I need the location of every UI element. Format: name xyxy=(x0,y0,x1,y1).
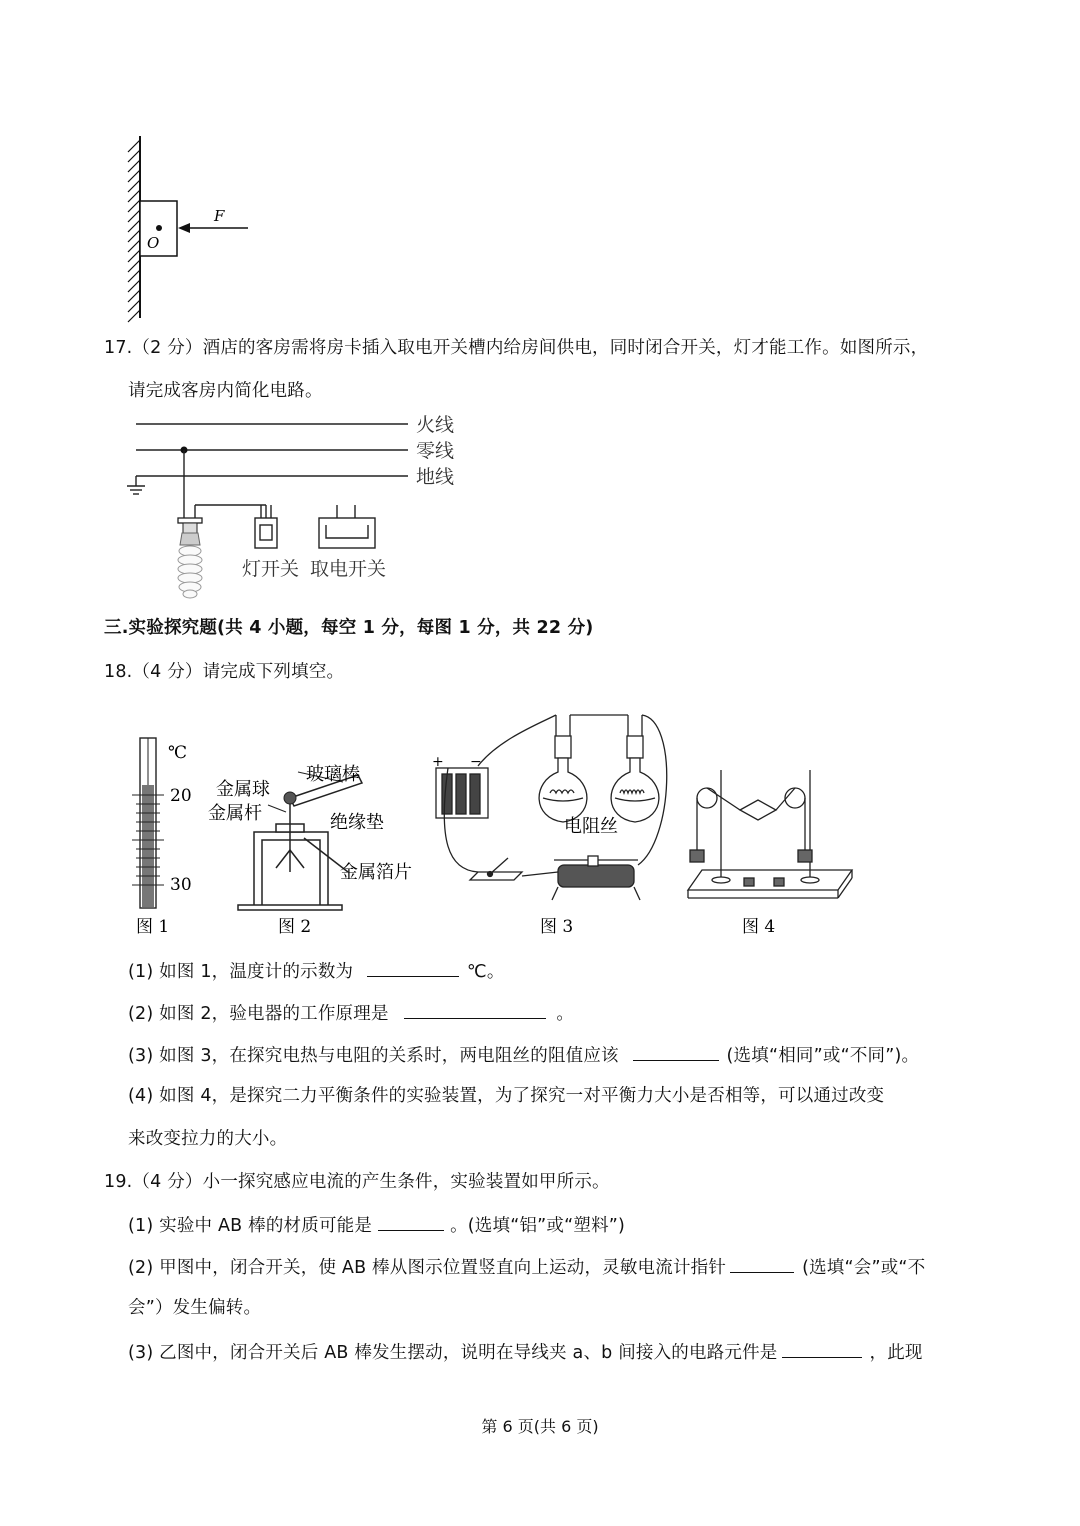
q18-sub1-blank[interactable] xyxy=(367,962,459,977)
q19-sub1 xyxy=(128,1216,625,1236)
insulating-pad-label: 绝缘垫 xyxy=(330,812,384,833)
glass-rod-label: 玻璃棒 xyxy=(306,764,360,785)
fig1-tick-20: 20 xyxy=(170,786,192,806)
balance-setup-icon xyxy=(688,770,852,898)
battery-minus: − xyxy=(470,754,482,770)
q18-sub2-tail: 。 xyxy=(556,1004,575,1024)
card-switch-icon xyxy=(319,505,375,548)
card-switch-label: 取电开关 xyxy=(310,558,387,580)
live-wire-label: 火线 xyxy=(416,414,455,436)
flask-left-icon xyxy=(539,736,587,822)
experiment-figures xyxy=(118,700,868,945)
q18-sub2-blank[interactable] xyxy=(404,1004,546,1019)
q18-sub3-blank[interactable] xyxy=(633,1046,719,1061)
light-switch-label: 灯开关 xyxy=(242,558,300,580)
force-diagram xyxy=(110,128,270,328)
q19-sub3 xyxy=(128,1343,923,1363)
fig2-caption: 图 2 xyxy=(278,917,312,937)
q19-sub2-text: (2) 甲图中，闭合开关，使 AB 棒从图示位置竖直向上运动，灵敏电流计指针 xyxy=(128,1258,727,1278)
point-o-label: O xyxy=(147,234,160,252)
fig1-tick-30: 30 xyxy=(170,875,192,895)
rheostat-icon xyxy=(552,856,640,900)
q19-sub3-tail: ，此现 xyxy=(869,1343,923,1363)
q19-sub2 xyxy=(128,1258,925,1278)
q19-sub1-tail: 。(选填“铝”或“塑料”) xyxy=(450,1216,626,1236)
q19-sub2-tail: (选填“会”或“不 xyxy=(802,1258,926,1278)
q19-sub2-blank[interactable] xyxy=(730,1258,794,1273)
fig1-caption: 图 1 xyxy=(136,917,170,937)
q18-sub3-text: (3) 如图 3，在探究电热与电阻的关系时，两电阻丝的阻值应该 xyxy=(128,1046,619,1066)
q19-sub2-line2: 会”）发生偏转。 xyxy=(128,1298,262,1318)
q19-stem: 19.（4 分）小一探究感应电流的产生条件，实验装置如甲所示。 xyxy=(104,1172,610,1192)
ground-symbol xyxy=(127,476,145,494)
q18-sub1 xyxy=(128,962,505,982)
point-o xyxy=(156,225,162,231)
q19-sub1-text: (1) 实验中 AB 棒的材质可能是 xyxy=(128,1216,373,1236)
q18-sub2 xyxy=(128,1004,574,1024)
resistance-wire-label: 电阻丝 xyxy=(564,816,618,837)
q18-sub1-tail: ℃。 xyxy=(467,962,505,982)
q19-sub1-blank[interactable] xyxy=(378,1216,444,1231)
q18-sub3-tail: (选填“相同”或“不同”)。 xyxy=(726,1046,920,1066)
q19-sub3-blank[interactable] xyxy=(782,1343,862,1358)
fig1-unit: ℃ xyxy=(168,743,188,763)
q19-sub3-text: (3) 乙图中，闭合开关后 AB 棒发生摆动，说明在导线夹 a、b 间接入的电路元件是 xyxy=(128,1343,778,1363)
metal-ball-label: 金属球 xyxy=(216,779,270,800)
fig4-caption: 图 4 xyxy=(742,917,776,937)
q18-sub2-text: (2) 如图 2，验电器的工作原理是 xyxy=(128,1004,389,1024)
metal-foil-label: 金属箔片 xyxy=(340,862,412,883)
thermometer-icon xyxy=(132,738,164,908)
circuit-diagram xyxy=(118,405,478,610)
fig3-caption: 图 3 xyxy=(540,917,574,937)
q17-line2: 请完成客房内简化电路。 xyxy=(128,381,323,401)
q18-sub3 xyxy=(128,1046,919,1066)
page-footer: 第 6 页(共 6 页) xyxy=(481,1417,599,1436)
q18-sub4-line1: (4) 如图 4，是探究二力平衡条件的实验装置，为了探究一对平衡力大小是否相等，可以通过改变 xyxy=(128,1086,885,1106)
force-label: F xyxy=(214,207,225,225)
metal-rod-label: 金属杆 xyxy=(208,803,262,824)
q17-line1: 17.（2 分）酒店的客房需将房卡插入取电开关槽内给房间供电，同时闭合开关，灯才能工作。如图所示， xyxy=(104,338,929,358)
q18-sub1-text: (1) 如图 1，温度计的示数为 xyxy=(128,962,354,982)
ground-wire-label: 地线 xyxy=(416,466,455,488)
battery-plus: + xyxy=(432,754,444,770)
switch-icon xyxy=(470,858,522,880)
flask-right-icon xyxy=(611,736,659,822)
bulb-icon xyxy=(178,533,202,598)
q18-stem: 18.（4 分）请完成下列填空。 xyxy=(104,662,345,682)
q18-sub4-line2: 来改变拉力的大小。 xyxy=(128,1129,288,1149)
section-heading: 三.实验探究题(共 4 小题，每空 1 分，每图 1 分，共 22 分) xyxy=(104,618,594,638)
neutral-wire-label: 零线 xyxy=(416,440,455,462)
